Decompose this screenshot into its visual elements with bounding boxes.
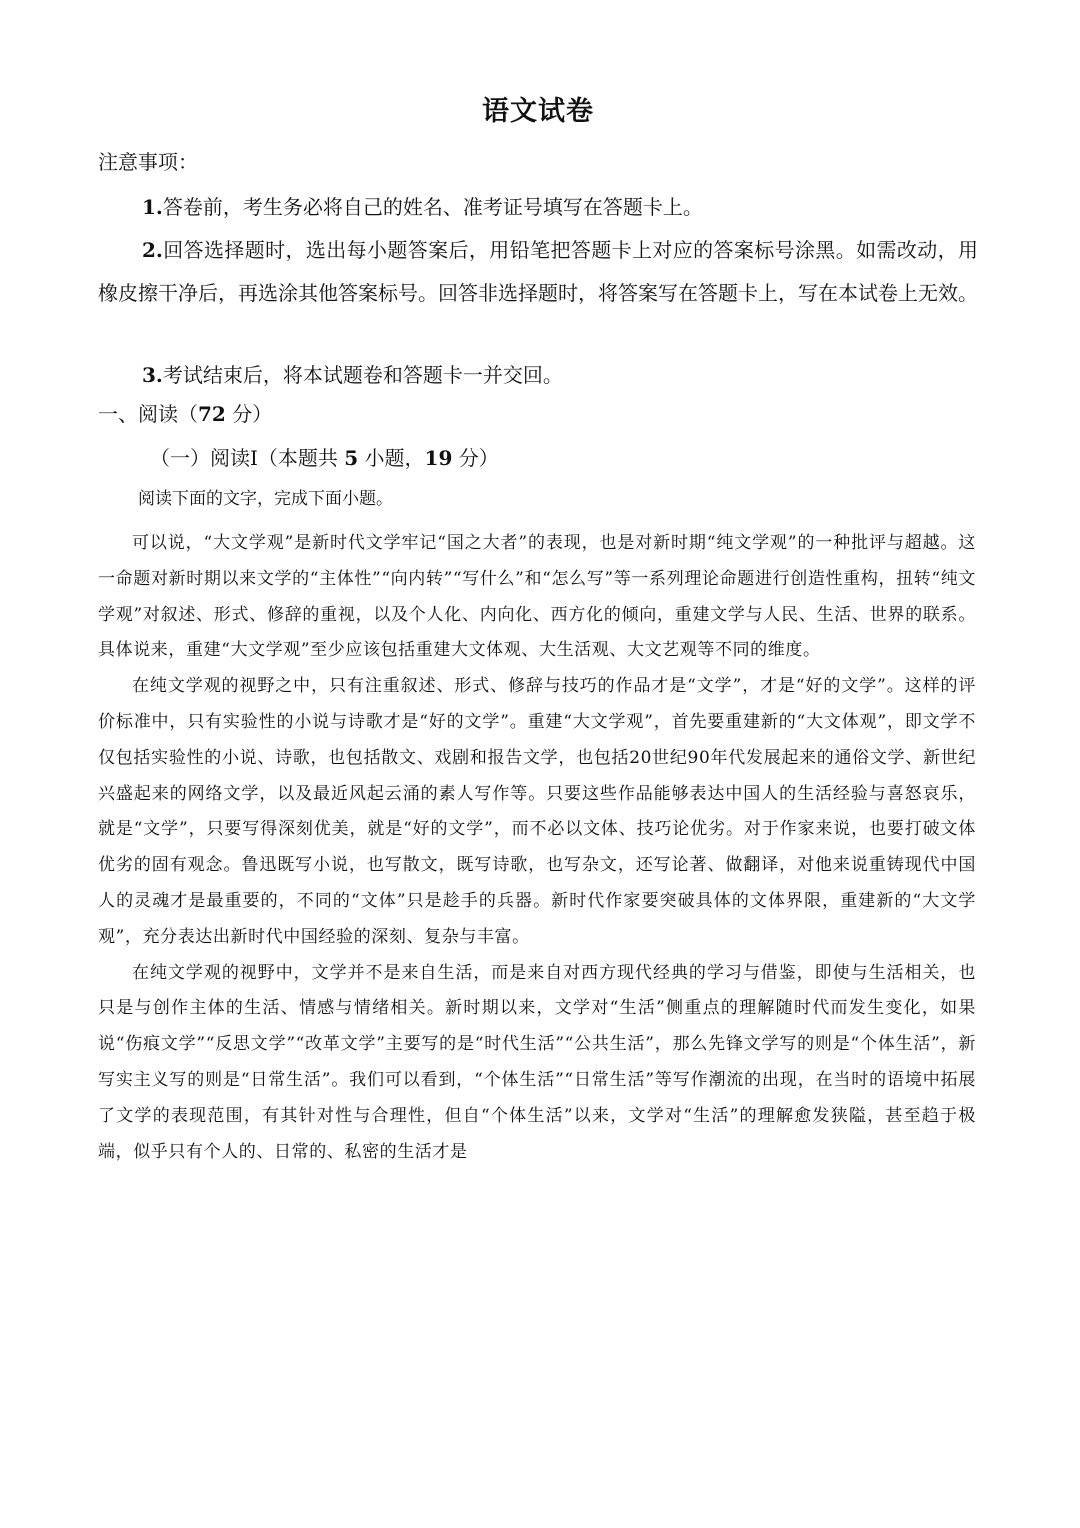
note-text: 答卷前，考生务必将自己的姓名、准考证号填写在答题卡上。 [162,195,703,219]
note-number: 2. [142,238,163,262]
reading-instruction: 阅读下面的文字，完成下面小题。 [138,489,393,509]
note-number: 3. [142,363,163,387]
note-item-2 [98,229,978,315]
note-item-1 [98,186,978,229]
question-count: 5 [344,446,359,470]
reading-passage [98,526,976,1170]
note-text: 回答选择题时，选出每小题答案后，用铅笔把答题卡上对应的答案标号涂黑。如需改动，用橡皮擦干净后，再选涂其他答案标号。回答非选择题时，将答案写在答题卡上，写在本试卷上无效。 [98,238,978,305]
notes-heading: 注意事项： [98,150,198,174]
exam-page [98,0,978,1528]
note-text: 考试结束后，将本试题卷和答题卡一并交回。 [162,363,563,387]
note-item-3 [98,354,978,397]
subsection-heading: （一）阅读Ⅰ（本题共 5 小题，19 分） [150,446,499,470]
note-number: 1. [142,195,163,219]
page-title: 语文试卷 [482,96,594,127]
subsection-score: 19 [424,446,453,470]
section-heading: 一、阅读（72 分） [98,402,273,426]
passage-paragraph: 可以说，“大文学观”是新时代文学牢记“国之大者”的表现，也是对新时期“纯文学观”的一种批评与超越。这一命题对新时期以来文学的“主体性”“向内转”“写什么”和“怎么写”等一系列理论命题进行创造性重构，扭转“纯文学观”对叙述、形式、修辞的重视，以及个人化、内向化、西方化的倾向，重建文学与人民、生活、世界的联系。具体说来，重建“大文学观”至少应该包括重建大文体观、大生活观、大文艺观等不同的维度。 [98,533,976,661]
section-score: 72 [198,402,226,426]
passage-paragraph: 在纯文学观的视野中，文学并不是来自生活，而是来自对西方现代经典的学习与借鉴，即使与生活相关，也只是与创作主体的生活、情感与情绪相关。新时期以来，文学对“生活”侧重点的理解随时代而发生变化，如果说“伤痕文学”“反思文学”“改革文学”主要写的是“时代生活”“公共生活”，那么先锋文学写的则是“个体生活”，新写实主义写的则是“日常生活”。我们可以看到，“个体生活”“日常生活”等写作潮流的出现，在当时的语境中拓展了文学的表现范围，有其针对性与合理性，但自“个体生活”以来，文学对“生活”的理解愈发狭隘，甚至趋于极端，似乎只有个人的、日常的、私密的生活才是 [98,962,976,1162]
passage-paragraph: 在纯文学观的视野之中，只有注重叙述、形式、修辞与技巧的作品才是“文学”，才是“好的文学”。这样的评价标准中，只有实验性的小说与诗歌才是“好的文学”。重建“大文学观”，首先要重建新的“大文体观”，即文学不仅包括实验性的小说、诗歌，也包括散文、戏剧和报告文学，也包括20世纪90年代发展起来的通俗文学、新世纪兴盛起来的网络文学，以及最近风起云涌的素人写作等。只要这些作品能够表达中国人的生活经验与喜怒哀乐，就是“文学”，只要写得深刻优美，就是“好的文学”，而不必以文体、技巧论优劣。对于作家来说，也要打破文体优劣的固有观念。鲁迅既写小说，也写散文，既写诗歌，也写杂文，还写论著、做翻译，对他来说重铸现代中国人的灵魂才是最重要的，不同的“文体”只是趁手的兵器。新时代作家要突破具体的文体界限，重建新的“大文学观”，充分表达出新时代中国经验的深刻、复杂与丰富。 [98,676,976,947]
